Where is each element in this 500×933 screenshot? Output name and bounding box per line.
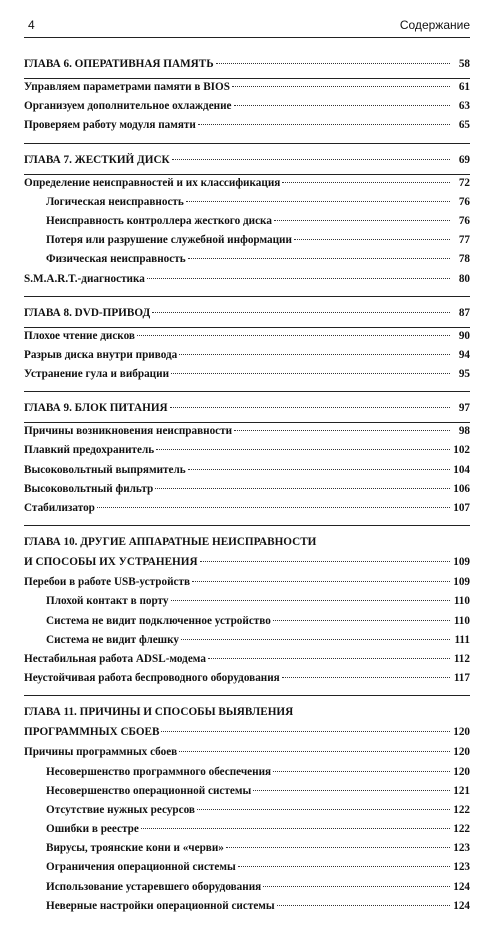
toc-page-number: 78	[458, 253, 470, 266]
toc-page-number: 109	[453, 556, 470, 569]
toc-section[interactable]	[24, 502, 470, 521]
toc-page-number: 106	[453, 482, 470, 495]
toc-page-number: 104	[453, 463, 470, 476]
toc-page-number: 77	[458, 234, 470, 247]
toc-entry-label: Высоковольтный фильтр	[24, 482, 154, 495]
toc-entry-label: ГЛАВА 7. ЖЕСТКИЙ ДИСК	[24, 153, 170, 166]
toc-group	[24, 706, 470, 923]
dot-leader	[277, 905, 450, 906]
toc-entry-label: ГЛАВА 10. ДРУГИЕ АППАРАТНЫЕ НЕИСПРАВНОСТИ	[24, 536, 317, 549]
toc-entry-label: Разрыв диска внутри привода	[24, 348, 178, 361]
toc-chapter[interactable]	[24, 402, 470, 423]
toc-subsection[interactable]	[24, 881, 470, 900]
toc-entry-label: И СПОСОБЫ ИХ УСТРАНЕНИЯ	[24, 556, 198, 569]
toc-page-number: 95	[458, 368, 470, 381]
dot-leader	[161, 731, 450, 732]
dot-leader	[282, 677, 450, 678]
dot-leader	[179, 354, 450, 355]
toc-section[interactable]	[24, 100, 470, 119]
dot-leader	[226, 847, 450, 848]
toc-section[interactable]	[24, 425, 470, 444]
toc-section[interactable]	[24, 273, 470, 292]
toc-section[interactable]	[24, 330, 470, 349]
toc-group	[24, 58, 470, 144]
dot-leader	[253, 790, 450, 791]
dot-leader	[181, 639, 450, 640]
toc-entry-label: Определение неисправностей и их классификация	[24, 176, 281, 189]
toc-entry-label: S.M.A.R.T.-диагностика	[24, 272, 145, 285]
toc-page-number: 107	[453, 502, 470, 514]
toc-page-number: 102	[453, 444, 470, 457]
toc-page-number: 109	[453, 576, 470, 589]
toc-page-number: 122	[453, 803, 470, 816]
dot-leader	[147, 278, 450, 279]
toc-entry-label: Ошибки в реестре	[46, 823, 139, 836]
toc-page-number: 124	[453, 899, 470, 912]
toc-group	[24, 402, 470, 526]
table-of-contents	[24, 58, 470, 933]
dot-leader	[172, 159, 450, 160]
toc-section[interactable]	[24, 368, 470, 387]
toc-entry-label: Стабилизатор	[24, 502, 95, 514]
toc-entry-label: Организуем дополнительное охлаждение	[24, 100, 232, 113]
toc-entry-label: Неверные настройки операционной системы	[46, 899, 275, 912]
toc-section[interactable]	[24, 119, 470, 138]
toc-page-number: 110	[453, 614, 470, 627]
toc-section[interactable]	[24, 349, 470, 368]
toc-section[interactable]	[24, 672, 470, 691]
toc-group	[24, 536, 470, 696]
dot-leader	[179, 751, 450, 752]
toc-entry-label: Управляем параметрами памяти в BIOS	[24, 81, 230, 93]
toc-page-number: 123	[453, 842, 470, 855]
toc-page-number: 111	[454, 633, 470, 646]
toc-chapter[interactable]	[24, 154, 470, 175]
dot-leader	[234, 105, 450, 106]
dot-leader	[171, 600, 451, 601]
toc-entry-label: Неисправность контроллера жесткого диска	[46, 214, 272, 227]
toc-entry-label: Нестабильная работа ADSL-модема	[24, 652, 206, 665]
toc-entry-label: ГЛАВА 6. ОПЕРАТИВНАЯ ПАМЯТЬ	[24, 58, 214, 70]
toc-entry-label: Отсутствие нужных ресурсов	[46, 803, 195, 816]
toc-subsection[interactable]	[24, 234, 470, 253]
toc-entry-label: Высоковольтный выпрямитель	[24, 463, 186, 476]
toc-entry-label: Причины возникновения неисправности	[24, 425, 233, 438]
toc-entry-label: ГЛАВА 8. DVD-ПРИВОД	[24, 306, 151, 319]
toc-chapter[interactable]	[24, 726, 470, 746]
toc-chapter[interactable]	[24, 556, 470, 576]
toc-page-number: 124	[453, 880, 470, 893]
dot-leader	[208, 658, 450, 659]
toc-page-number: 90	[458, 329, 470, 342]
dot-leader	[188, 258, 450, 259]
toc-entry-label: Устранение гула и вибрации	[24, 368, 170, 381]
toc-group	[24, 154, 470, 297]
toc-entry-label: Система не видит подключенное устройство	[46, 614, 271, 627]
toc-subsection[interactable]	[24, 823, 470, 842]
toc-subsection[interactable]	[24, 861, 470, 880]
dot-leader	[216, 63, 450, 64]
toc-subsection[interactable]	[24, 900, 470, 919]
toc-subsection[interactable]	[24, 785, 470, 804]
toc-page-number: 58	[458, 58, 470, 70]
toc-subsection[interactable]	[24, 615, 470, 634]
toc-subsection[interactable]	[24, 634, 470, 653]
toc-page-number: 117	[453, 672, 470, 685]
toc-page-number: 65	[458, 119, 470, 132]
toc-page-number: 121	[453, 784, 470, 797]
toc-entry-label: Неустойчивая работа беспроводного оборудования	[24, 672, 280, 685]
toc-entry-label: Ограничения операционной системы	[46, 861, 236, 874]
toc-subsection[interactable]	[24, 766, 470, 785]
page-number: 4	[28, 18, 35, 32]
toc-entry-label: Плохой контакт в порту	[46, 595, 169, 608]
toc-chapter[interactable]	[24, 307, 470, 328]
toc-page-number: 94	[458, 348, 470, 361]
toc-section[interactable]	[24, 746, 470, 765]
toc-page-number: 112	[453, 652, 470, 665]
toc-section[interactable]	[24, 653, 470, 672]
dot-leader	[137, 335, 450, 336]
toc-entry-label: Потеря или разрушение служебной информации	[46, 234, 292, 247]
dot-leader	[294, 239, 450, 240]
toc-entry-label: Несовершенство программного обеспечения	[46, 765, 272, 778]
toc-page-number: 69	[458, 153, 470, 166]
toc-entry-label: Проверяем работу модуля памяти	[24, 119, 196, 132]
toc-entry-label: Физическая неисправность	[46, 253, 186, 266]
dot-leader	[141, 828, 450, 829]
toc-page-number: 76	[458, 195, 470, 208]
toc-section[interactable]	[24, 464, 470, 483]
dot-leader	[200, 561, 450, 562]
toc-entry-label: Логическая неисправность	[46, 195, 184, 208]
toc-section[interactable]	[24, 576, 470, 595]
dot-leader	[197, 809, 450, 810]
dot-leader	[155, 488, 450, 489]
toc-page-number: 61	[458, 81, 470, 93]
toc-entry-label: Плавкий предохранитель	[24, 444, 155, 457]
toc-section[interactable]	[24, 81, 470, 100]
dot-leader	[170, 407, 450, 408]
toc-page-number: 80	[458, 272, 470, 285]
dot-leader	[171, 373, 450, 374]
toc-entry-label: ПРОГРАММНЫХ СБОЕВ	[24, 726, 160, 739]
dot-leader	[97, 507, 450, 508]
toc-section[interactable]	[24, 444, 470, 463]
toc-entry-label: Несовершенство операционной системы	[46, 784, 252, 797]
toc-page-number: 72	[458, 176, 470, 189]
toc-entry-label: ГЛАВА 11. ПРИЧИНЫ И СПОСОБЫ ВЫЯВЛЕНИЯ	[24, 706, 294, 719]
toc-subsection[interactable]	[24, 196, 470, 215]
dot-leader	[156, 449, 450, 450]
toc-entry-label: Перебои в работе USB-устройств	[24, 576, 191, 589]
toc-entry-label: Система не видит флешку	[46, 633, 180, 646]
page-header	[24, 18, 470, 38]
toc-entry-label: Плохое чтение дисков	[24, 329, 135, 342]
running-title: Содержание	[399, 18, 470, 32]
toc-section[interactable]	[24, 177, 470, 196]
toc-subsection[interactable]	[24, 253, 470, 272]
toc-subsection[interactable]	[24, 215, 470, 234]
toc-entry-label: Причины программных сбоев	[24, 746, 178, 759]
dot-leader	[198, 124, 450, 125]
toc-page-number: 120	[453, 746, 470, 759]
toc-subsection[interactable]	[24, 842, 470, 861]
dot-leader	[186, 201, 450, 202]
dot-leader	[232, 86, 450, 87]
toc-page-number: 97	[458, 402, 470, 415]
toc-entry-label: ГЛАВА 9. БЛОК ПИТАНИЯ	[24, 402, 168, 415]
toc-page-number: 63	[458, 100, 470, 113]
toc-chapter-heading[interactable]	[24, 536, 470, 556]
toc-subsection[interactable]	[24, 804, 470, 823]
toc-entry-label: Вирусы, троянские кони и «черви»	[46, 842, 224, 855]
toc-subsection[interactable]	[24, 595, 470, 614]
toc-page-number: 120	[453, 765, 470, 778]
dot-leader	[234, 430, 450, 431]
dot-leader	[273, 620, 450, 621]
toc-page-number: 123	[453, 861, 470, 874]
dot-leader	[192, 581, 450, 582]
toc-section[interactable]	[24, 483, 470, 502]
dot-leader	[152, 312, 450, 313]
dot-leader	[282, 182, 450, 183]
dot-leader	[273, 771, 450, 772]
toc-page-number: 122	[453, 823, 470, 836]
toc-chapter[interactable]	[24, 58, 470, 79]
toc-page-number: 76	[458, 214, 470, 227]
toc-page-number: 120	[453, 726, 470, 739]
dot-leader	[238, 866, 450, 867]
toc-group	[24, 307, 470, 393]
dot-leader	[274, 220, 450, 221]
toc-entry-label: Использование устаревшего оборудования	[46, 880, 262, 893]
toc-page-number: 98	[458, 425, 470, 438]
toc-chapter-heading[interactable]	[24, 706, 470, 726]
dot-leader	[188, 469, 450, 470]
toc-page-number: 87	[458, 306, 470, 319]
dot-leader	[263, 886, 450, 887]
toc-page-number: 110	[453, 595, 470, 608]
